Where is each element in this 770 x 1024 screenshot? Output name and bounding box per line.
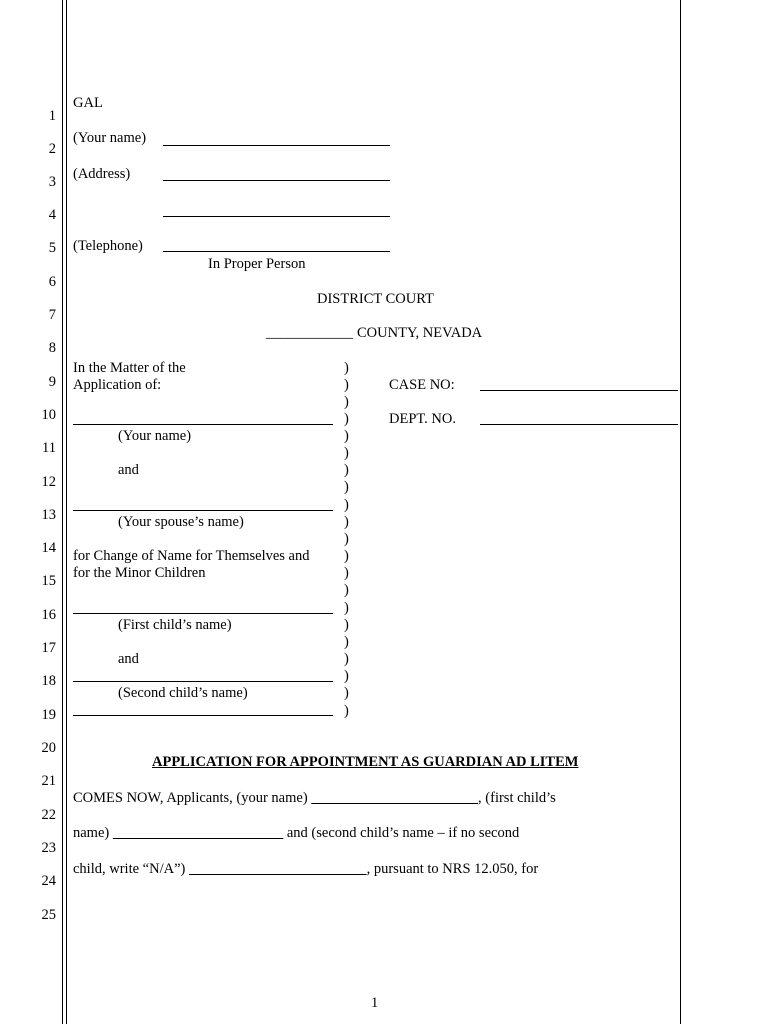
line-number: 7 xyxy=(48,307,56,323)
line-number: 19 xyxy=(41,707,56,723)
paren: ) xyxy=(344,565,349,581)
second-child-field-bottom[interactable] xyxy=(73,715,333,716)
body-line-3 xyxy=(73,862,538,877)
matter-line1: In the Matter of the xyxy=(73,360,186,376)
address-label: (Address) xyxy=(73,166,131,182)
paren: ) xyxy=(344,411,349,427)
body-line-2-text: name) xyxy=(73,825,110,841)
line-number: 1 xyxy=(48,108,56,124)
line-number: 14 xyxy=(41,540,56,556)
line-number: 22 xyxy=(41,807,56,823)
and-caption-1: and xyxy=(118,462,139,478)
change-of-name-line1: for Change of Name for Themselves and xyxy=(73,548,310,564)
applicant-name-blank[interactable] xyxy=(311,790,478,806)
first-child-blank[interactable] xyxy=(113,825,283,841)
line-number: 23 xyxy=(41,840,56,856)
spouse-name-caption: (Your spouse’s name) xyxy=(118,514,244,530)
body-line-3-text: child, write “N/A”) xyxy=(73,861,186,877)
line-number: 24 xyxy=(41,873,56,889)
line-number: 25 xyxy=(41,907,56,923)
second-child-field-top[interactable] xyxy=(73,681,333,682)
line-number: 2 xyxy=(48,141,56,157)
paren: ) xyxy=(344,445,349,461)
line-number: 16 xyxy=(41,607,56,623)
second-child-blank[interactable] xyxy=(189,861,367,877)
body-line-1-text: COMES NOW, Applicants, (your name) xyxy=(73,790,308,806)
paren: ) xyxy=(344,685,349,701)
address-field-line1[interactable] xyxy=(163,180,390,181)
body-line-3-tail: , pursuant to NRS 12.050, for xyxy=(366,861,539,877)
first-child-caption: (First child’s name) xyxy=(118,617,232,633)
body-line-2-tail: and (second child’s name – if no second xyxy=(283,825,520,841)
paren: ) xyxy=(344,582,349,598)
paren: ) xyxy=(344,360,349,376)
case-no-label: CASE NO: xyxy=(389,377,455,393)
line-number: 9 xyxy=(48,374,56,390)
document-title: APPLICATION FOR APPOINTMENT AS GUARDIAN AD LITEM xyxy=(152,754,579,770)
line-number: 11 xyxy=(42,440,56,456)
paren: ) xyxy=(344,668,349,684)
body-line-2 xyxy=(73,826,519,841)
your-name-caption: (Your name) xyxy=(118,428,192,444)
line-number: 21 xyxy=(41,773,56,789)
county-state: COUNTY, NEVADA xyxy=(357,325,483,341)
paren: ) xyxy=(344,377,349,393)
spouse-name-field[interactable] xyxy=(73,510,333,511)
line-number: 10 xyxy=(41,407,56,423)
change-of-name-line2: for the Minor Children xyxy=(73,565,206,581)
left-margin-rule-inner xyxy=(66,0,67,1024)
and-caption-2: and xyxy=(118,651,139,667)
body-line-1 xyxy=(73,791,556,806)
paren: ) xyxy=(344,428,349,444)
applicant-name-field[interactable] xyxy=(73,424,333,425)
line-number: 18 xyxy=(41,673,56,689)
your-name-field[interactable] xyxy=(163,145,390,146)
paren: ) xyxy=(344,394,349,410)
matter-line2: Application of: xyxy=(73,377,162,393)
paren: ) xyxy=(344,703,349,719)
address-field-line2[interactable] xyxy=(163,216,390,217)
document-code: GAL xyxy=(73,95,103,111)
line-number: 13 xyxy=(41,507,56,523)
paren: ) xyxy=(344,479,349,495)
left-margin-rule-outer xyxy=(62,0,63,1024)
in-proper-person: In Proper Person xyxy=(208,256,306,272)
dept-no-field[interactable] xyxy=(480,424,678,425)
right-margin-rule xyxy=(680,0,681,1024)
telephone-label: (Telephone) xyxy=(73,238,143,254)
line-number: 12 xyxy=(41,474,56,490)
case-no-field[interactable] xyxy=(480,390,678,391)
first-child-field[interactable] xyxy=(73,613,333,614)
telephone-field[interactable] xyxy=(163,251,390,252)
paren: ) xyxy=(344,497,349,513)
line-number: 8 xyxy=(48,340,56,356)
paren: ) xyxy=(344,617,349,633)
paren: ) xyxy=(344,462,349,478)
paren: ) xyxy=(344,531,349,547)
your-name-label: (Your name) xyxy=(73,130,147,146)
second-child-caption: (Second child’s name) xyxy=(118,685,248,701)
line-number: 4 xyxy=(48,207,56,223)
line-number: 6 xyxy=(48,274,56,290)
paren: ) xyxy=(344,651,349,667)
court-name: DISTRICT COURT xyxy=(317,291,434,307)
county-blank[interactable]: ____________ xyxy=(266,325,353,341)
line-number: 20 xyxy=(41,740,56,756)
line-number: 3 xyxy=(48,174,56,190)
body-line-1-tail: , (first child’s xyxy=(478,790,556,806)
line-number: 17 xyxy=(41,640,56,656)
page-number: 1 xyxy=(371,995,379,1011)
dept-no-label: DEPT. NO. xyxy=(389,411,456,427)
line-number: 15 xyxy=(41,573,56,589)
paren: ) xyxy=(344,634,349,650)
paren: ) xyxy=(344,600,349,616)
line-number: 5 xyxy=(48,240,56,256)
paren: ) xyxy=(344,548,349,564)
paren: ) xyxy=(344,514,349,530)
